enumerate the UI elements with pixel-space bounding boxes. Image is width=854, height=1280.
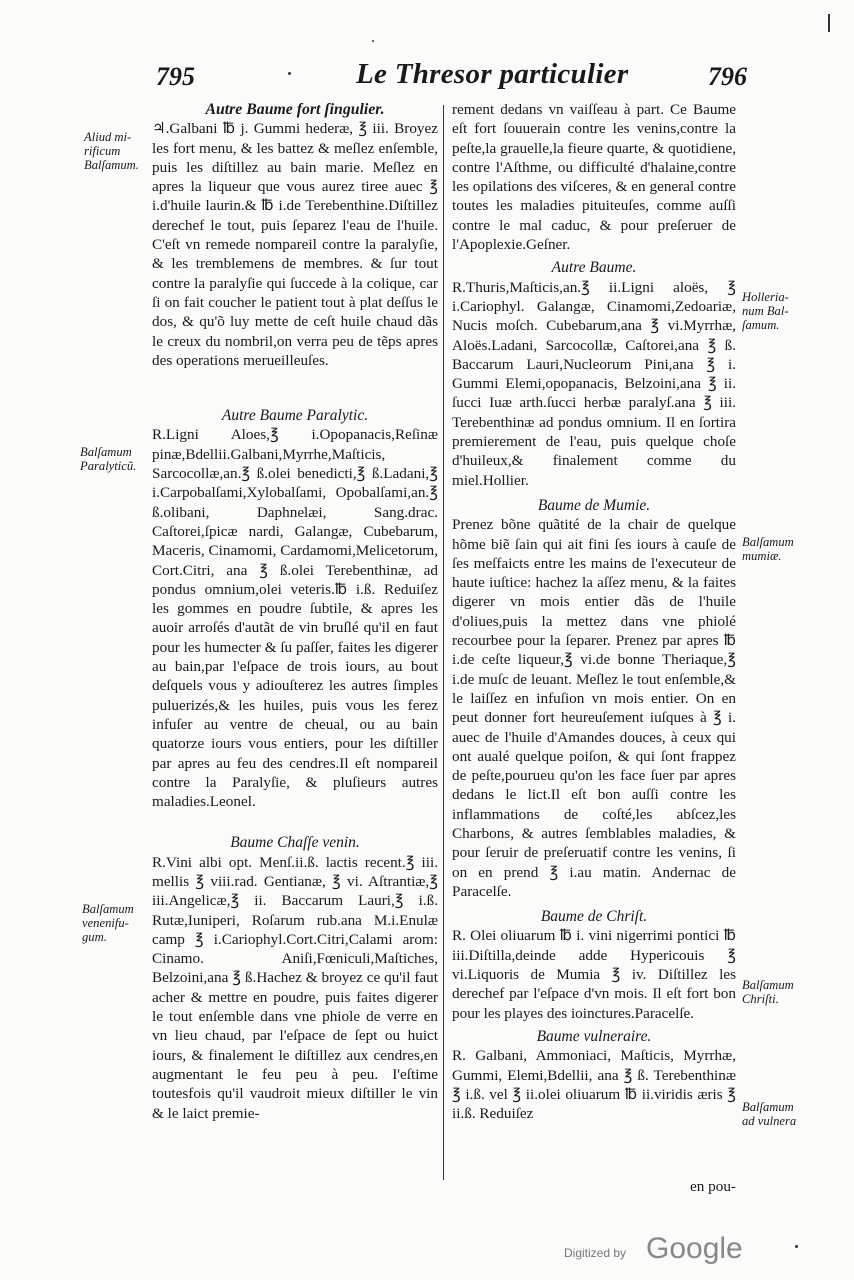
section-text: R. Galbani, Ammoniaci, Maſticis, Myrrhæ, Gummi, Elemi,Bdellii, ana ℥ ß. Terebenthinæ ℥ i.ß. vel ℥ ii.olei oliuarum ℔ ii.viridis æris ℥ ii.ß. Reduiſez: [452, 1047, 736, 1123]
digitization-footer: [564, 1226, 834, 1266]
section-text: R.Thuris,Maſticis,an.℥ ii.Ligni aloës, ℥ i.Cariophyl. Galangæ, Cinamomi,Zedoariæ, Nucis moſch. Cubebarum,ana ℥ vi.Myrrhæ, Aloës.Ladani, Sarcocollæ, Caſtorei,ana ℥ ß. Baccarum Lauri,Nucleorum Pini,ana ℥ i. Gummi Elemi,opopanacis, Belzoini,ana ℥ ii. ſucci Iuæ arth.ſucci herbæ paralyſ.ana ℥ iii. Terebenthinæ ad pondus omnium. Il en ſortira premierement de l'eau, puis quelque choſe d'huileux,& finalement comme du miel.Hollier.: [452, 278, 736, 489]
section-text: R.Vini albi opt. Menſ.ii.ß. lactis recent.℥ iii. mellis ℥ viii.rad. Gentianæ, ℥ vi. Aſtrantiæ,℥ iii.Angelicæ,℥ ii. Baccarum Lauri,℥ i.ß. Rutæ,Iuniperi, Roſarum rub.ana M.i.Enulæ camp ℥ i.Cariophyl.Cort.Citri,Calami arom: Cinamo. Aniſi,Fœniculi,Maſtiches, Belzoini,ana ℥ ß.Hachez & broyez ce qu'il faut acher & mettre en poudre, puis faites digerer le tout enſemble dans vne phiole de verre en vn lieu chaud, par l'eſpace de ſept ou huict iours, & finalement le diſtillez aux cendres,en augmentant le feu peu à peu. I'eſtime toutesfois qu'il vaudroit mieux diſtiller le vin & le laict premie-: [152, 853, 438, 1122]
section-text: ♃.Galbani ℔ j. Gummi hederæ, ℥ iii. Broyez les fort menu, & les battez & meſlez enſemble, puis les diſtillez au bain marie. Meſlez en apres la liqueur que vous aurez tiree auec ℥ i.d'huile laurin.& ℔ i.de Terebenthine.Diſtillez derechef le tout, puis ſeparez l'eau de l'huile. C'eſt vn remede nompareil contre la paralyſie, & les tremblemens de membres. & ſur tout contre la paralyſie qui ſuccede à la colique, car ſi on fait coucher le patient tout à plat deſſus le dos, & qu'õ luy mette de ceſt huile chaud dãs le creux du nombril,on verra peu de tẽps apres des operations merueilleuſes.: [152, 120, 438, 369]
margin-note-line: mumiæ.: [742, 549, 782, 563]
margin-note-line: ad vulnera: [742, 1114, 797, 1128]
margin-note-line: Balſamum: [80, 445, 132, 459]
column-divider: [443, 105, 444, 1180]
recipe-section: [152, 406, 438, 811]
catchword: en pou-: [690, 1178, 736, 1195]
margin-note: [80, 445, 136, 473]
margin-note: [742, 535, 794, 563]
recipe-section: [452, 258, 736, 490]
margin-note-line: ſamum.: [742, 318, 780, 332]
margin-note-line: Chriſti.: [742, 992, 779, 1006]
margin-note-line: Balſamum: [742, 978, 794, 992]
margin-note-line: Aliud mi-: [84, 130, 132, 144]
section-text: R.Ligni Aloes,℥ i.Opopanacis,Reſinæ pinæ,Bdellii.Galbani,Myrrhe,Maſticis, Sarcocollæ,an.℥ ß.olei benedicti,℥ ß.Ladani,℥ i.Carpobalſami,Xylobalſami, Opobalſami,an.℥ ß.olibani, Daphnelæi, Sang.drac. Caſtorei,ſpicæ nardi, Galangæ, Cubebarum, Maceris, Cinamomi, Cardamomi,Melicetorum, Cort.Citri, ana ℥ ß.olei Terebenthinæ, ad pondus omnium,olei veteris.℔ i.ß. Reduiſez les gommes en poudre ſubtile, & apres les auoir arroſés d'autãt de vin bruſlé qu'il en faut pour les humecter & ſu paſſer, faites les digerer au bain,par l'eſpace de trois iours, au bout deſquels vous y adiouſterez les autres ſimples puluerizés,& les huiles, puis vous les ferez infuſer au ventre de cheual, ou au bain quatorze iours vous entiers, pour les diſtiller par apres au feu des cendres.Il eſt nompareil contre la Paralyſie, & pluſieurs autres maladies.Leonel.: [152, 426, 438, 811]
ink-speck: [372, 40, 374, 42]
margin-note-line: num Bal-: [742, 304, 789, 318]
google-logo: Google: [646, 1232, 743, 1265]
margin-note-line: Balſamum: [742, 535, 794, 549]
right-page-number: 796: [708, 62, 747, 91]
ink-speck: [288, 72, 291, 75]
margin-note-line: Holleria-: [742, 290, 789, 304]
page-header: [0, 58, 854, 98]
margin-note-line: Balſamum: [742, 1100, 794, 1114]
section-heading: Autre Baume Paralytic.: [221, 407, 369, 425]
margin-note-line: venenifu-: [82, 916, 129, 930]
scan-mark: [828, 14, 830, 32]
section-heading: Baume Chaſſe venin.: [230, 834, 360, 852]
margin-note-line: Paralyticũ.: [80, 459, 137, 473]
section-heading: Baume de Mumie.: [537, 496, 651, 514]
digitized-label: Digitized by: [564, 1246, 627, 1260]
margin-note: [742, 1100, 796, 1128]
margin-note-line: rificum: [84, 144, 121, 158]
right-column: [452, 100, 736, 1135]
recipe-section: [452, 100, 736, 254]
margin-note-line: gum.: [82, 930, 107, 944]
margin-note: [82, 902, 134, 944]
left-column: [152, 100, 438, 1135]
margin-note: [84, 130, 139, 172]
section-text: R. Olei oliuarum ℔ i. vini nigerrimi pontici ℔ iii.Diſtilla,deinde adde Hypericouis ℥ vi.Liquoris de Mumia ℥ iv. Diſtillez les derechef par l'eſpace d'vn mois. Il eſt fort bon pour les playes des ioinctures.Paracelſe.: [452, 927, 736, 1022]
section-heading: Baume de Chriſt.: [540, 908, 648, 926]
recipe-section: [152, 833, 438, 1122]
margin-note-line: Balſamum: [82, 902, 134, 916]
margin-note: [742, 290, 789, 332]
running-title: Le Thresor particulier: [356, 58, 629, 90]
left-page-number: 795: [156, 62, 195, 91]
margin-note-line: Balſamum.: [84, 158, 139, 172]
section-text: Prenez bõne quãtité de la chair de quelque hõme biẽ ſain qui ait fini ſes iours à cauſe de ſes meſfaicts entre les mains de l'executeur de haute iuſtice: hachez la aſſez menu, & la faites digerer vn mois entier dãs de l'huile d'oliues,puis la mettez dans vne phiolé recourbee pour la ſeparer. Prenez par apres ℔ i.de ceſte liqueur,℥ vi.de bonne Theriaque,℥ i.de muſc de leuant. Meſlez le tout enſemble,& le laiſſez en infuſion vn mois entier. On en peut donner fort heureuſement iuſques à ℥ i. auec de l'huile d'Amandes douces, à ceux qui ont aualé quelque poiſon, & qui ſont frappez de peſte,pourueu qu'on les face ſuer par apres dedans le lict.Il eſt bon auſſi contre les inflammations de coſté,les abſcez,les Charbons, & autres ſemblables maladies, & pour ſeruir de preſeruatif contre les venins, ſi on en prend ℥ i.au matin. Andernac de Paracelſe.: [452, 516, 736, 900]
recipe-section: [452, 496, 736, 901]
recipe-section: [452, 1027, 736, 1123]
recipe-section: [152, 100, 438, 370]
section-heading: Autre Baume.: [551, 259, 637, 277]
section-heading: Autre Baume fort ſingulier.: [205, 101, 385, 118]
recipe-section: [452, 907, 736, 1023]
section-heading: Baume vulneraire.: [536, 1027, 652, 1045]
section-text: rement dedans vn vaiſſeau à part. Ce Baume eſt fort ſouuerain contre les venins,contre la peſte,la grauelle,la fieure quarte, & quotidiene, contre l'Aſthme, ou difficulté d'halaine,contre les opilations des viſceres, & en general contre toutes les maladies pituiteuſes, comme auſſi contre le mal caduc, & pour preſeruer de l'Apoplexie.Geſner.: [452, 101, 736, 254]
margin-note: [742, 978, 794, 1006]
